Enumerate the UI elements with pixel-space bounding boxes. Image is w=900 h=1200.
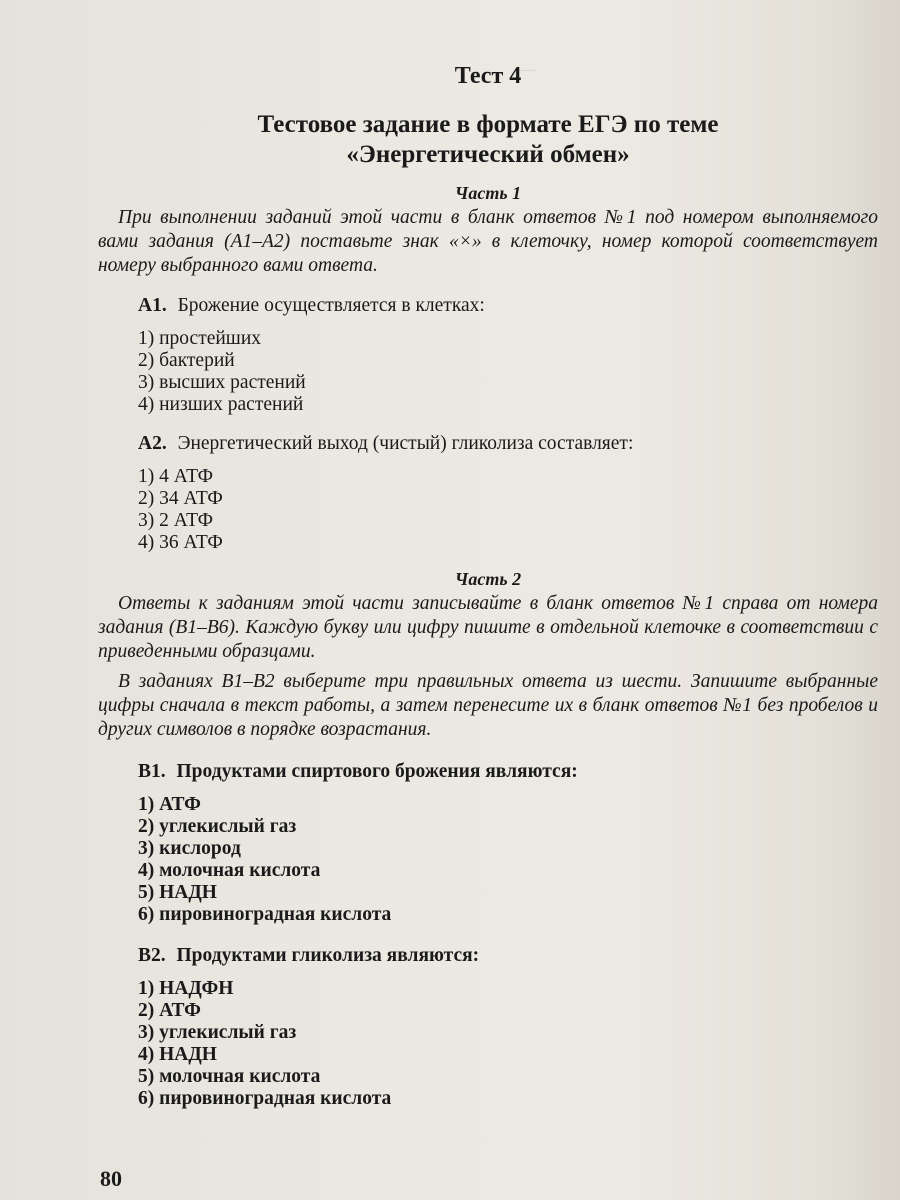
answer-a1-1: 1) простейших xyxy=(138,328,262,349)
answer-a1-3: 3) высших растений xyxy=(138,372,306,393)
answers-a2 xyxy=(138,466,878,554)
answer-b1-4: 4) молочная кислота xyxy=(138,860,321,881)
answer-a2-3: 3) 2 АТФ xyxy=(138,510,214,531)
answers-a1 xyxy=(138,328,878,416)
main-title-line1: Тестовое задание в формате ЕГЭ по теме xyxy=(257,111,719,138)
part2-title: Часть 2 xyxy=(454,569,522,589)
answer-b2-3: 3) углекислый газ xyxy=(138,1022,297,1043)
answer-a2-4: 4) 36 АТФ xyxy=(138,532,223,553)
question-a2-label: А2. xyxy=(138,433,167,454)
question-b2 xyxy=(138,944,878,968)
test-title: Тест 4 xyxy=(454,63,522,89)
answer-b1-2: 2) углекислый газ xyxy=(138,816,297,837)
answer-b1-1: 1) АТФ xyxy=(138,794,201,815)
answer-b2-1: 1) НАДФН xyxy=(138,978,234,999)
question-a2 xyxy=(138,432,878,456)
answers-b2 xyxy=(138,978,878,1110)
question-b2-text: Продуктами гликолиза являются: xyxy=(176,945,480,966)
question-b1-text: Продуктами спиртового брожения являются: xyxy=(176,761,578,782)
bleed-through-text: — xyxy=(520,62,535,78)
part2-instruction-2: В заданиях В1–В2 выберите три правильных ответа из шести. Запишите выбранные цифры сначала в текст работы, а затем перенесите их в бланк ответов №1 без пробелов и других символов в порядке возрастания. xyxy=(98,671,878,740)
question-b2-label: В2. xyxy=(138,945,166,966)
question-a2-text: Энергетический выход (чистый) гликолиза составляет: xyxy=(177,433,634,454)
answer-a2-2: 2) 34 АТФ xyxy=(138,488,223,509)
answer-b2-5: 5) молочная кислота xyxy=(138,1066,321,1087)
part1-title: Часть 1 xyxy=(454,183,522,203)
question-b1 xyxy=(138,760,878,784)
main-title-line2: «Энергетический обмен» xyxy=(346,141,630,168)
answer-b1-6: 6) пировиноградная кислота xyxy=(138,904,392,925)
answer-a1-4: 4) низших растений xyxy=(138,394,304,415)
answers-b1 xyxy=(138,794,878,926)
part1-instruction: При выполнении заданий этой части в бланк ответов №1 под номером выполняемого вами задания (А1–А2) поставьте знак «×» в клеточку, номер которой соответствует номеру выбранного вами ответа. xyxy=(98,207,878,276)
page-number: 80 xyxy=(100,1166,122,1191)
answer-b1-5: 5) НАДН xyxy=(138,882,217,903)
answer-b1-3: 3) кислород xyxy=(138,838,241,859)
question-a1-text: Брожение осуществляется в клетках: xyxy=(177,295,485,316)
question-b1-label: В1. xyxy=(138,761,166,782)
answer-a1-2: 2) бактерий xyxy=(138,350,235,371)
answer-a2-1: 1) 4 АТФ xyxy=(138,466,214,487)
question-a1 xyxy=(138,294,878,318)
answer-b2-6: 6) пировиноградная кислота xyxy=(138,1088,392,1109)
part2-instruction-1: Ответы к заданиям этой части записывайте в бланк ответов №1 справа от номера задания (В1–В6). Каждую букву или цифру пишите в отдельной клеточке в соответствии с приведенными образцами. xyxy=(98,593,878,662)
question-a1-label: А1. xyxy=(138,295,167,316)
answer-b2-4: 4) НАДН xyxy=(138,1044,217,1065)
answer-b2-2: 2) АТФ xyxy=(138,1000,201,1021)
page-content xyxy=(98,62,878,1110)
